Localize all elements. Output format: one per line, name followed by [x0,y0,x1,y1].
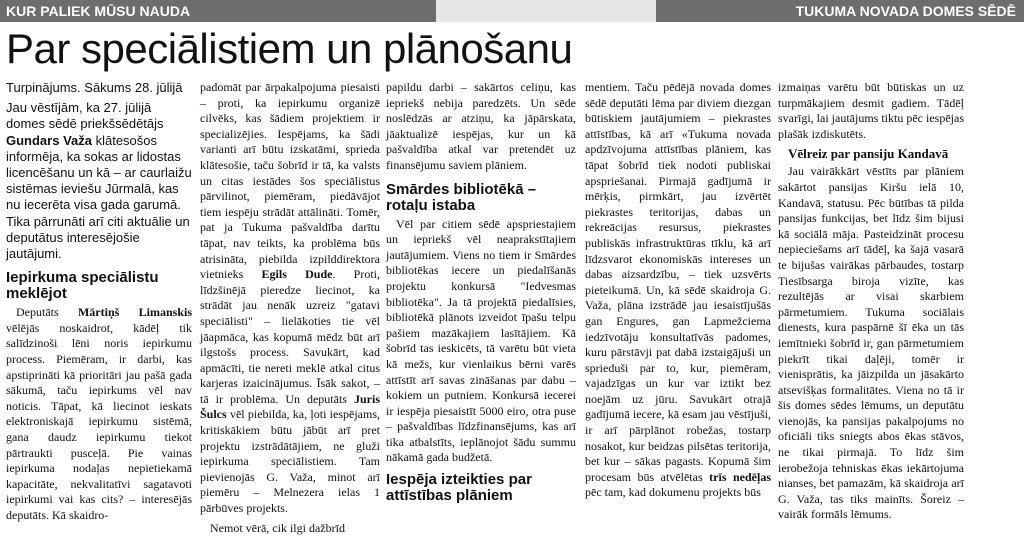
subheading: Iespēja izteikties par attīstības plāniem [386,471,532,505]
lead-text-2: klātesošos informēja, ka sokas ar lidostas licencēšanu un kā – ar caurlaižu sistēmas ieviešu Jūrmalā, kas nu iecerēta visa gada garumā. Tika pārrunāti arī citi aktuālie un deputātus interesējošie jautājumi. [6,132,192,262]
paragraph: Nemot vērā, cik ilgi dažbrīd [210,520,345,535]
paragraph-text: padomāt par ārpakalpojuma piesaisti – proti, ka iepirkumu organizē cilvēks, kas šādiem projektiem ir specializējies. Iespējams, ka šādi varianti arī būtu izskatāmi, sprieda klātesošie, taču šobrīd ir tā, ka valsts un citas iestādes šos speciālistus pārvilinot, piemēram, piedāvājot tiem iespēju strādāt attālināti. Tomēr, pat ja Tukuma pašvaldība darītu tāpat, nav teikts, ka problēma būs atrisināta, piebilda izpilddirektora vietnieks [200,80,380,282]
paragraph: izmaiņas varētu būt būtiskas un uz turpmākajiem desmit gadiem. Tādēļ svarīgi, lai jautājums tiktu pēc iespējas plašāk izdiskutēts. [778,80,964,141]
paragraph-text: Deputāts [16,305,78,320]
subheading: Vēlreiz par pansiju Kandavā [788,146,949,162]
article-column-3 [386,80,576,505]
paragraph-text: vēl piebilda, ka, ļoti iespējams, kritiskākiem būtu jābūt arī pret projektu izstrādātājiem, ne gluži iepirkuma speciālistiem. Tam pievienojās G. Važa, minot arī piemēru – Melnezera ielas 1 pārbūves projekts. [200,407,380,516]
lead-text: Jau vēstījām, ka 27. jūlijā domes sēdē priekšsēdētājs [6,100,164,132]
paragraph [6,305,192,523]
article-column-2 [200,80,381,535]
article-column-4 [585,80,771,500]
person-name: Egils Dude [261,267,333,282]
paragraph: papildu darbi – sakārtos celiņu, kas iepriekš nebija paredzēts. Un sēde noslēdzās ar atziņu, ka jāpārskata, jāaktualizē iespējas, kur un kā pašvaldība atkal var pretendēt uz finansējumu saviem plāniem. [386,80,576,172]
subheading: Smārdes bibliotēkā – rotaļu istaba [386,180,537,214]
paragraph: Vēl par citiem sēdē apspriestajiem un iepriekš vēl neaprakstītajiem jautājumiem. Viens no tiem ir Smārdes bibliotēkas iecere un piedalīšanās projektu konkursā "Iedvesmas bibliotēka". Ja tā projektā piedalīsies, bibliotēkā plānots izveidot īpašu telpu pašiem mazākajiem lasītājiem. Kā šobrīd tas ieskicēts, tā varētu būt vieta kā mežs, kur vienlaikus bērni varēs attīstīt arī savas zināšanas par dabu – kokiem un putniem. Konkursā iecerei ir iespēja piesaistīt 5000 eiro, otra puse – pašvaldības līdzfinansējums, kas arī tika atbalstīts, ieplānojot šādu summu nākamā gada budžetā. [386,216,576,465]
lead-paragraph [6,100,192,262]
paragraph-text: vēlējās noskaidrot, kādēļ tik salīdzinoši lēni noris iepirkumu process. Piemēram, ir darbi, kas apstiprināti kā prioritāri jau pašā gada sākumā, taču iepirkums vēl nav noticis. Tāpat, kā liecinot ieskats elektroniskajā iepirkumu sistēmā, gana daudz iepirkumu tiekot pārtraukti pusceļā. Pie vainas iepirkuma nodaļas nepietiekamā kapacitāte, nekvalitatīvi sagatavoti iepirkumi vai kas cits? – interesējās deputāts. Kā skaidro- [6,320,192,522]
article-column-1 [6,80,192,522]
subheading: Iepirkuma speciālistu meklējot [6,269,159,303]
paragraph [585,80,771,501]
paragraph-text: mentiem. Taču pēdējā novada domes sēdē deputāti lēma par diviem diezgan būtiskiem jautājumiem – piekrastes attīstības, kā arī «Tukuma novada apdzīvojuma attīstības plāniem, kas tāpat šobrīd tiek nodoti publiskai apspriešanai. Pirmajā gadījumā ir mērķis, pirmkārt, jau izvērtēt piekrastes teritorijas, dabas un rekreācijas resursus, piekrastes publiskās infrastruktūras tīklu, kā arī līdzsvarot ekonomiskās intereses un dabas aizsardzību, – tiek uzsvērts pieteikumā. Un, kā sēdē skaidroja G. Važa, plāna izstrādē jau iesaistījušās gan Engures, gan Lapmežciema iedzīvotāju konsultatīvās padomes, kuru pārstāvji pat dabā izstaigājuši un sprieduši par to, kur, piemēram, vajadzīgas un kur var iztikt bez noejām uz jūru. Savukārt otrajā gadījumā iecere, kā esam jau vēstījuši, ir arī pārplānot robežas, tostarp nosakot, kur beidzas pilsētas teritorija, bet kur – sākas pagasts. Kopumā šim procesam būs atvēlētas [585,80,771,484]
paragraph: Jau vairākkārt vēstīts par plāniem sakārtot pansijas Kiršu ielā 10, Kandavā, statusu. Pēc būtības tā pilda pansijas funkcijas, bet līdz šim bijusi kā sociālā māja. Pasteidzināt procesu nepieciešams arī tādēļ, ka šajā vasarā te bijušas vairākas pārbaudes, tostarp Tiesībsarga biroja vizīte, kas rezultējās ar visai skarbiem pārmetumiem. Tukuma sociālais dienests, kura paspārnē šī ēka un tās iemītnieki šobrīd ir, gan pārmetumiem piekrīt tikai daļēji, tomēr ir vienisprātis, ka jāizpilda un jāsakārto atsevišķas formalitātes. Viena no tā ir šis domes sēdes lēmums, un deputātu vienojās, ka pansijas pakalpojums no oficiāli tiks sniegts abos ēkas stāvos, ne tikai pirmajā. To līdz šim ierobežoja tehniskas ēkas iekārtojuma nianses, bet pamazām, kā skaidroja arī G. Važa, tas tiks mainīts. Šoreiz – vairāk formāls lēmums. [778,164,964,522]
article-headline: Par speciālistiem un plānošanu [6,25,573,72]
section-bar-spacer [436,0,656,22]
paragraph-text: . Proti, līdzšinējā pieredze liecinot, ka strādāt jau nenāk uzreiz "gatavi speciālisti" – lielākoties tie vēl jāapmāca, kas kopumā mēdz būt arī ilgstošs process. Savukārt, kad apmācīti, tie nereti meklē atkal citus karjeras izaicinājumus. Īsāk sakot, – tā ir problēma. Un deputāts [200,267,381,406]
section-label-right: TUKUMA NOVADA DOMES SĒDĒ [656,0,1024,22]
lead-name: Gundars Važa [6,132,92,148]
section-bar [0,0,1024,22]
paragraph-text: pēc tam, kad dokumenu projekts būs [585,485,761,500]
emphasis: trīs nedēļas [709,469,771,484]
article-column-5 [778,80,964,522]
person-name: Mārtiņš Limanskis [77,305,192,320]
paragraph [200,80,380,517]
continuation-note: Turpinājums. Sākums 28. jūlijā [6,80,183,95]
section-label-left: KUR PALIEK MŪSU NAUDA [0,0,436,22]
person-name: Juris Šulcs [200,391,380,422]
